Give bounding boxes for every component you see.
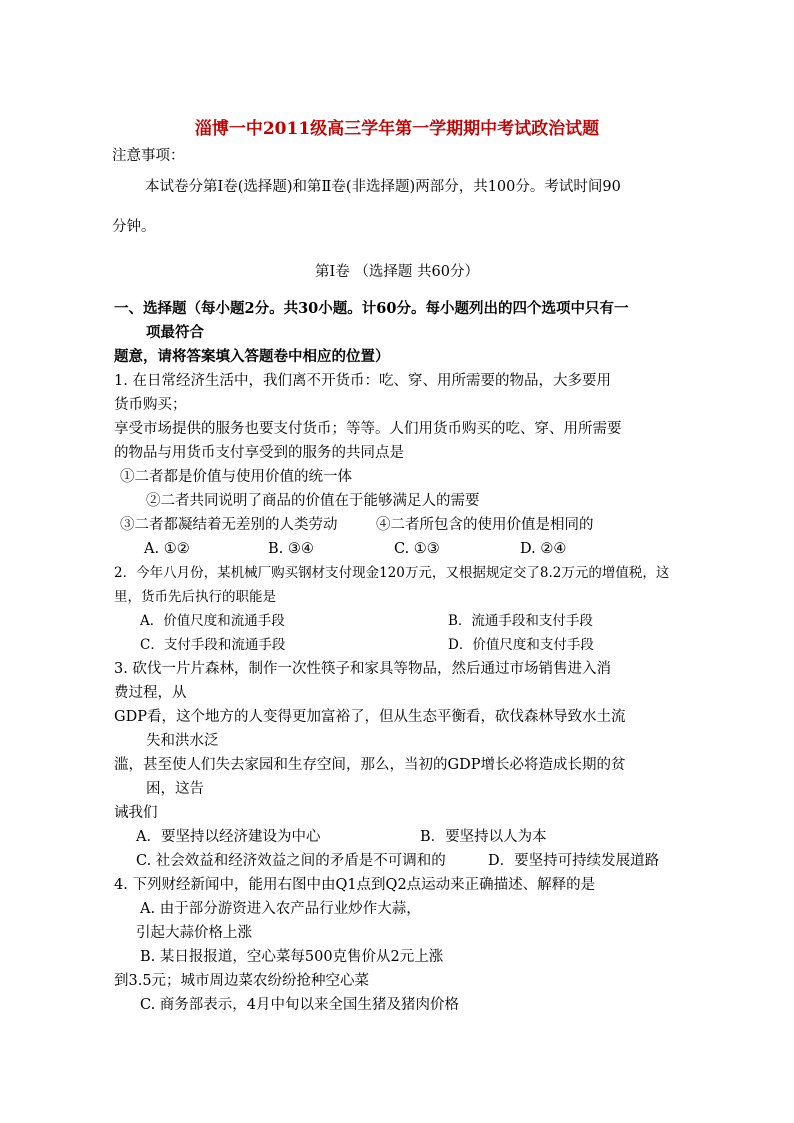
q1-item2: ②二者共同说明了商品的价值在于能够满足人的需要 bbox=[146, 493, 480, 509]
q1-option-b: B. ③④ bbox=[268, 541, 314, 557]
part1-heading-line2: 项最符合 bbox=[146, 324, 204, 341]
q4-option-c-line1: C. 商务部表示，4月中旬以来全国生猪及猪肉价格 bbox=[140, 997, 460, 1013]
q1-line4: 的物品与用货币支付享受到的服务的共同点是 bbox=[114, 445, 404, 461]
notice-body-line2: 分钟。 bbox=[112, 219, 156, 235]
q3-option-a: A．要坚持以经济建设为中心 bbox=[136, 829, 321, 845]
notice-heading: 注意事项： bbox=[112, 148, 185, 164]
q4-option-a-line1: A. 由于部分游资进入农产品行业炒作大蒜， bbox=[140, 901, 421, 917]
q4-line1: 4. 下列财经新闻中，能用右图中由Q1点到Q2点运动来正确描述、解释的是 bbox=[114, 877, 596, 893]
q2-option-c: C．支付手段和流通手段 bbox=[140, 637, 286, 653]
q3-option-d: D．要坚持可持续发展道路 bbox=[488, 853, 660, 869]
q1-option-a: A. ①② bbox=[144, 541, 190, 557]
q4-option-a-line2: 引起大蒜价格上涨 bbox=[136, 925, 252, 941]
q1-line2: 货币购买； bbox=[114, 397, 187, 413]
q1-option-c: C. ①③ bbox=[394, 541, 440, 557]
q3-line4: 失和洪水泛 bbox=[146, 733, 219, 749]
q3-line5: 滥，甚至使人们失去家园和生存空间，那么，当初的GDP增长必将造成长期的贫 bbox=[114, 757, 626, 773]
q3-option-b: B．要坚持以人为本 bbox=[420, 829, 547, 845]
q1-option-d: D. ②④ bbox=[520, 541, 567, 557]
notice-body-line1: 本试卷分第Ⅰ卷(选择题)和第Ⅱ卷(非选择题)两部分，共100分。考试时间90 bbox=[145, 179, 621, 195]
q1-item4: ④二者所包含的使用价值是相同的 bbox=[376, 517, 594, 533]
part1-heading-line1: 一、选择题（每小题2分。共30小题。计60分。每小题列出的四个选项中只有一 bbox=[114, 300, 629, 317]
part1-heading-line3: 题意，请将答案填入答题卷中相应的位置） bbox=[114, 348, 390, 365]
q3-line6: 困，这告 bbox=[146, 781, 204, 797]
q2-line2: 里，货币先后执行的职能是 bbox=[114, 589, 276, 605]
q1-item1: ①二者都是价值与使用价值的统一体 bbox=[120, 469, 352, 485]
q4-option-b-line2: 到3.5元；城市周边菜农纷纷抢种空心菜 bbox=[114, 973, 370, 989]
exam-title: 淄博一中2011级高三学年第一学期期中考试政治试题 bbox=[194, 119, 600, 139]
section1-title: 第Ⅰ卷 （选择题 共60分） bbox=[315, 264, 479, 280]
q1-item3: ③二者都凝结着无差别的人类劳动 bbox=[120, 517, 338, 533]
q2-option-d: D．价值尺度和支付手段 bbox=[448, 637, 594, 653]
q2-option-a: A．价值尺度和流通手段 bbox=[140, 613, 285, 629]
q1-line3: 享受市场提供的服务也要支付货币；等等。人们用货币购买的吃、穿、用所需要 bbox=[114, 421, 622, 437]
q2-line1: 2．今年八月份，某机械厂购买钢材支付现金120万元，又根据规定交了8.2万元的增值税，这 bbox=[114, 565, 670, 581]
q3-line7: 诫我们 bbox=[114, 805, 158, 821]
q3-line1: 3. 砍伐一片片森林，制作一次性筷子和家具等物品，然后通过市场销售进入消 bbox=[114, 661, 611, 677]
q1-line1: 1. 在日常经济生活中，我们离不开货币：吃、穿、用所需要的物品，大多要用 bbox=[114, 373, 611, 389]
q2-option-b: B．流通手段和支付手段 bbox=[448, 613, 593, 629]
q3-option-c: C. 社会效益和经济效益之间的矛盾是不可调和的 bbox=[136, 853, 446, 869]
q3-line3: GDP看，这个地方的人变得更加富裕了，但从生态平衡看，砍伐森林导致水土流 bbox=[114, 709, 626, 725]
q4-option-b-line1: B. 某日报报道，空心菜每500克售价从2元上涨 bbox=[140, 949, 444, 965]
q3-line2: 费过程，从 bbox=[114, 685, 187, 701]
